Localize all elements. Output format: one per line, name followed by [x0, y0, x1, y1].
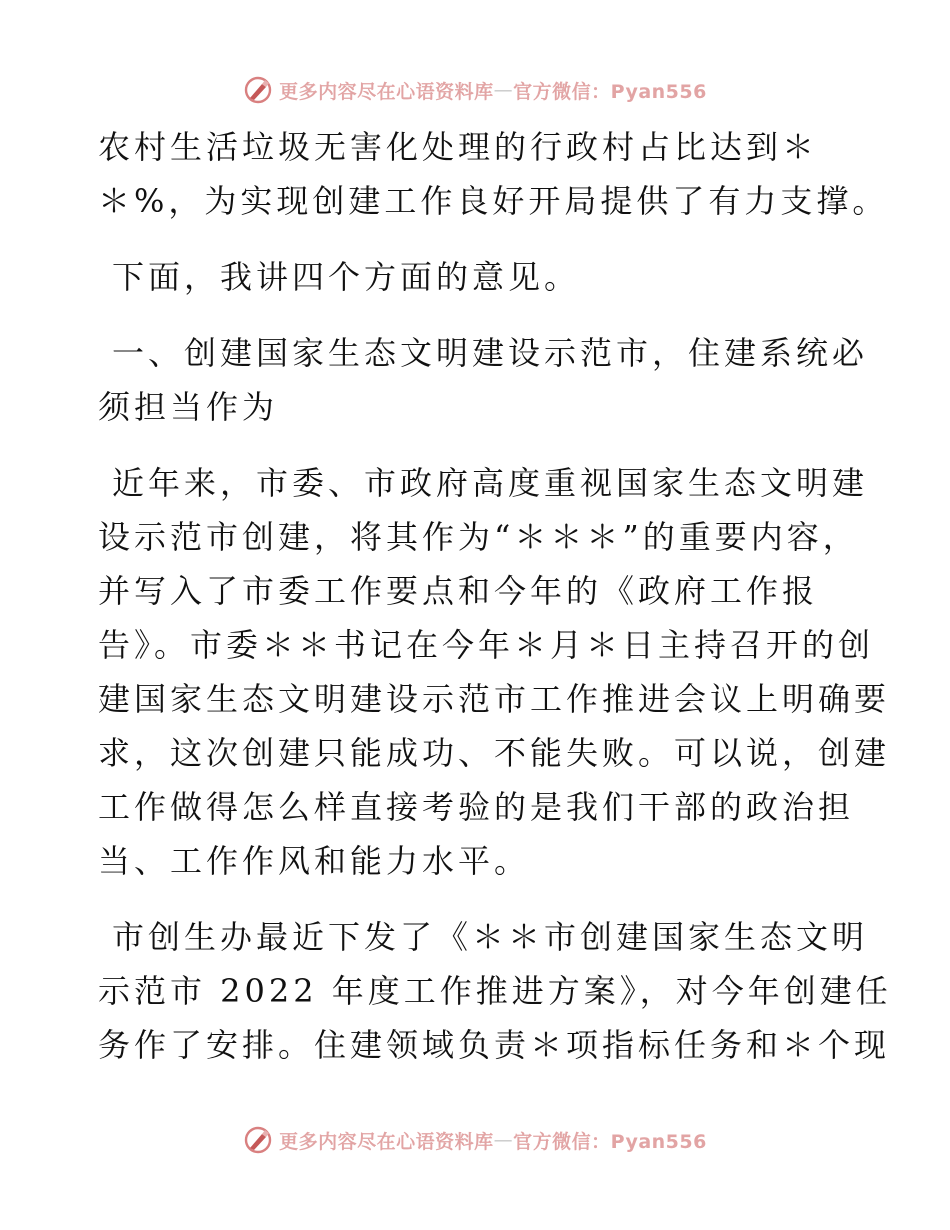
footer-banner: [0, 1120, 950, 1160]
text-line: 市创生办最近下发了《＊＊市创建国家生态文明: [112, 918, 869, 956]
banner-text-main: 更多内容尽在心语资料库: [279, 1130, 494, 1153]
banner-text-main: 更多内容尽在心语资料库: [279, 80, 494, 103]
text-line: 务作了安排。住建领域负责＊项指标任务和＊个现: [98, 1026, 891, 1064]
paragraph: [98, 120, 889, 228]
header-banner: [0, 70, 950, 110]
text-line: 须担当作为: [98, 388, 279, 426]
pen-logo-icon: [243, 75, 273, 105]
text-line: 近年来，市委、市政府高度重视国家生态文明建: [112, 464, 869, 502]
paragraph: [98, 910, 892, 1072]
text-line: 农村生活垃圾无害化处理的行政村占比达到＊: [98, 128, 819, 166]
text-line: 示范市 2022 年度工作推进方案》，对今年创建任: [98, 972, 892, 1010]
text-line: 设示范市创建，将其作为“＊＊＊”的重要内容，: [98, 518, 859, 556]
text-line: 建国家生态文明建设示范市工作推进会议上明确要: [98, 680, 891, 718]
text-line: 当、工作作风和能力水平。: [98, 842, 531, 880]
text-line: 工作做得怎么样直接考验的是我们干部的政治担: [98, 788, 855, 826]
banner-separator: —: [493, 79, 514, 101]
banner-text-wechat: 官方微信：Pyan556: [513, 80, 707, 103]
paragraph: [98, 456, 891, 888]
text-line: 下面，我讲四个方面的意见。: [112, 258, 581, 296]
banner-separator: —: [493, 1129, 514, 1151]
text-line: 告》。市委＊＊书记在今年＊月＊日主持召开的创: [98, 626, 875, 664]
pen-logo-icon: [243, 1125, 273, 1155]
document-body: [98, 120, 892, 1072]
banner-text-wechat: 官方微信：Pyan556: [513, 1130, 707, 1153]
text-line: 并写入了市委工作要点和今年的《政府工作报: [98, 572, 819, 610]
paragraph: [98, 250, 858, 304]
text-line: ＊%，为实现创建工作良好开局提供了有力支撑。: [98, 182, 889, 220]
section-heading: [98, 326, 869, 434]
text-line: 一、创建国家生态文明建设示范市，住建系统必: [112, 334, 869, 372]
text-line: 求，这次创建只能成功、不能失败。可以说，创建: [98, 734, 891, 772]
